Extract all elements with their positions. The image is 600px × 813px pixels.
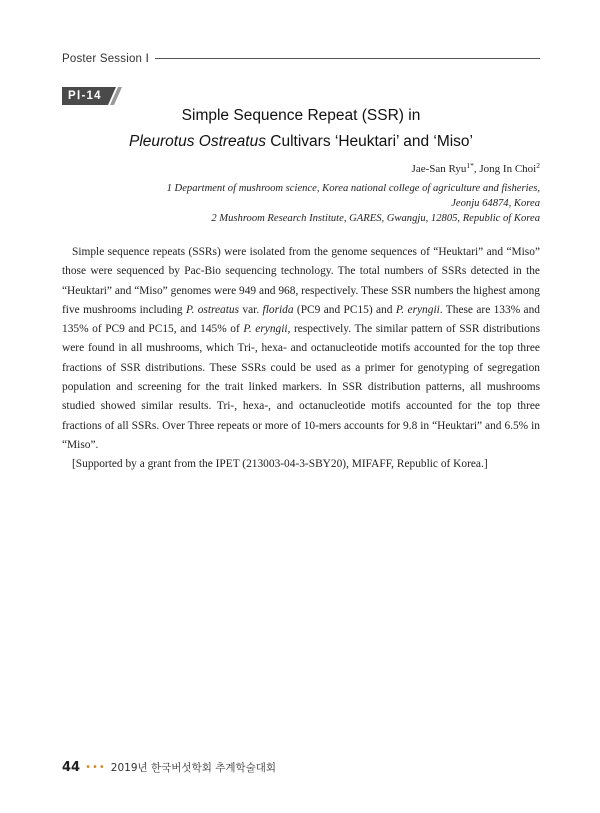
- species-name: P. eryngii: [395, 303, 440, 316]
- session-header: [62, 50, 540, 66]
- abstract: [62, 243, 540, 475]
- author-1-affiliation: 1*: [466, 161, 474, 170]
- title-line-1: Simple Sequence Repeat (SSR) in: [181, 107, 421, 124]
- species-name: P. eryngii,: [243, 323, 291, 336]
- footer-event-title: 2019년 한국버섯학회 추계학술대회: [110, 762, 277, 774]
- abstract-body: [62, 243, 540, 455]
- affiliation-1-address: Jeonju 64874, Korea: [451, 198, 540, 209]
- affiliation-1: 1 Department of mushroom science, Korea national college of agriculture and fisheries,: [166, 183, 540, 194]
- affiliations: [62, 181, 540, 226]
- session-label: Poster Session Ⅰ: [62, 53, 150, 65]
- abstract-text: respectively. The similar pattern of SSR distributions were found in all mushrooms, which Tri-, hexa- and octanucleotide motifs accounted for the top three fractions of SSR distributions. These SSRs could be used as a primer for genotyping of segregation population and screening for the trait linked markers. In SSR distribution patterns, all mushrooms studied showed similar results. Tri-, hexa-, and octanucleotide motifs accounted for the top three fractions of all SSRs. Over Three repeats or more of 10-mers accounts for 9.8 in “Heuktari” and 6.5% in “Miso”.: [62, 323, 540, 451]
- abstract-text: var.: [239, 303, 263, 316]
- species-name: P. ostreatus: [186, 303, 240, 316]
- affiliation-2: 2 Mushroom Research Institute, GARES, Gwangju, 12805, Republic of Korea: [211, 213, 540, 224]
- header-rule: [155, 58, 540, 59]
- page-number: 44: [62, 760, 81, 775]
- species-name: florida: [262, 303, 294, 316]
- poster-code: PⅠ-14: [68, 90, 102, 102]
- title-species: Pleurotus Ostreatus: [128, 133, 266, 150]
- abstract-text: (PC9 and PC15) and: [293, 303, 396, 316]
- funding-acknowledgement: [Supported by a grant from the IPET (213003-04-3-SBY20), MIFAFF, Republic of Korea.]: [72, 458, 488, 471]
- abstract-text: Simple sequence repeats (SSRs) were isolated from the genome sequences of “Heuktari” and “Miso” those were sequenced by Pac-Bio sequencing technology. The total numbers of SSRs detected in the “Heuktari” and “Miso” genomes were 949 and 968, respectively. These SSR numbers the highest among five mushrooms including: [62, 246, 540, 316]
- title-line-2: [62, 133, 540, 151]
- title-line-2-rest: Cultivars ‘Heuktari’ and ‘Miso’: [265, 133, 473, 150]
- author-2-affiliation: 2: [536, 161, 540, 170]
- authors: [412, 161, 540, 175]
- abstract-text: . These are 133% and 135% of PC9 and PC15, and 145% of: [62, 303, 540, 336]
- page-footer: [62, 760, 276, 775]
- footer-dots: •••: [85, 762, 106, 773]
- poster-code-badge: [62, 87, 122, 105]
- author-1: Jae-San Ryu: [411, 163, 467, 175]
- author-2: , Jong In Choi: [473, 163, 537, 175]
